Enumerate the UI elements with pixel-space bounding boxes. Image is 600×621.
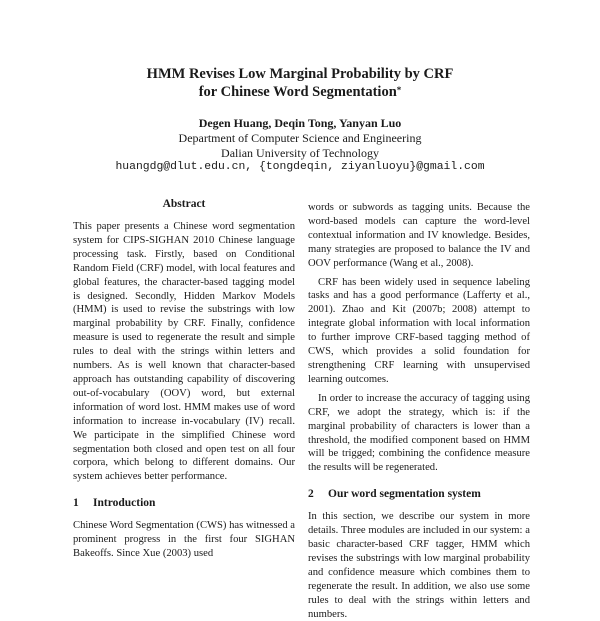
affiliation-university: Dalian University of Technology [221, 146, 379, 160]
intro-paragraph-crf: CRF has been widely used in sequence labeling tasks and has a good performance (Lafferty et al., 2001). Zhao and Kit (2007b; 2008) attempt to integrate global information with local information to further improve CRF-based tagging method of CWS, which provides a solid foundation for strengthening CRF learning with unsupervised learning outcomes. [308, 276, 530, 385]
paper-title-line-2 [0, 84, 600, 101]
title-text-2: for Chinese Word Segmentation [198, 84, 397, 100]
section-1-text: Chinese Word Segmentation (CWS) has witnessed a prominent progress in the first four SIGHAN Bakeoffs. Since Xue (2003) used [73, 520, 295, 560]
left-column [73, 197, 295, 561]
intro-paragraph-continued: words or subwords as tagging units. Because the word-based models can capture the word-level contextual information and IV knowledge. Besides, many strategies are proposed to balance the IV and OOV performance (Wang et al., 2008). [308, 202, 530, 269]
section-2-number: 2 [308, 488, 314, 501]
paper-title-line-1 [0, 66, 600, 83]
section-2-heading [308, 487, 530, 501]
title-text-1: HMM Revises Low Marginal Probability by CRF [146, 66, 454, 82]
author-emails: huangdg@dlut.edu.cn, {tongdeqin, ziyanluoyu}@gmail.com [115, 161, 485, 173]
section-2-text: In this section, we describe our system in more details. Three modules are included in our system: a basic character-based CRF tagger, HMM which revises the substrings with low marginal probability and confidence measure which combines them to regenerate the result. In addition, we also use some rules to deal with the strings within letters and numbers. [308, 511, 530, 620]
right-column [308, 201, 530, 621]
abstract-text: This paper presents a Chinese word segmentation system for CIPS-SIGHAN 2010 Chinese language processing task. Firstly, based on Conditional Random Field (CRF) model, with local features and global features, the character-based tagging model is designed. Secondly, Hidden Markov Models (HMM) is used to revise the substrings with low marginal probability by CRF. Finally, confidence measure is used to regenerate the result and simple rules to deal with the strings within letters and numbers. As is well known that character-based approach has outstanding capability of discovering out-of-vocabulary (OOV) word, but external information of word lost. HMM makes use of word information to increase in-vocabulary (IV) recall. We participate in the simplified Chinese word segmentation both closed and open test on all four corpora, which belong to different domains. Our system achieves better performance. [73, 221, 295, 483]
section-1-number: 1 [73, 497, 79, 510]
affiliation-department: Department of Computer Science and Engineering [178, 131, 422, 145]
intro-paragraph-strategy: In order to increase the accuracy of tagging using CRF, we adopt the strategy, which is: if the marginal probability of characters is lower than a threshold, the modified component based on HMM will be trigged; combining the confidence measure the results will be regenerated. [308, 392, 530, 474]
section-2-title: Our word segmentation system [328, 488, 481, 501]
abstract-heading: Abstract [162, 198, 206, 210]
section-1-heading [73, 496, 295, 510]
title-footnote-mark: * [396, 85, 402, 95]
section-1-title: Introduction [93, 497, 156, 510]
authors: Degen Huang, Deqin Tong, Yanyan Luo [198, 116, 402, 130]
